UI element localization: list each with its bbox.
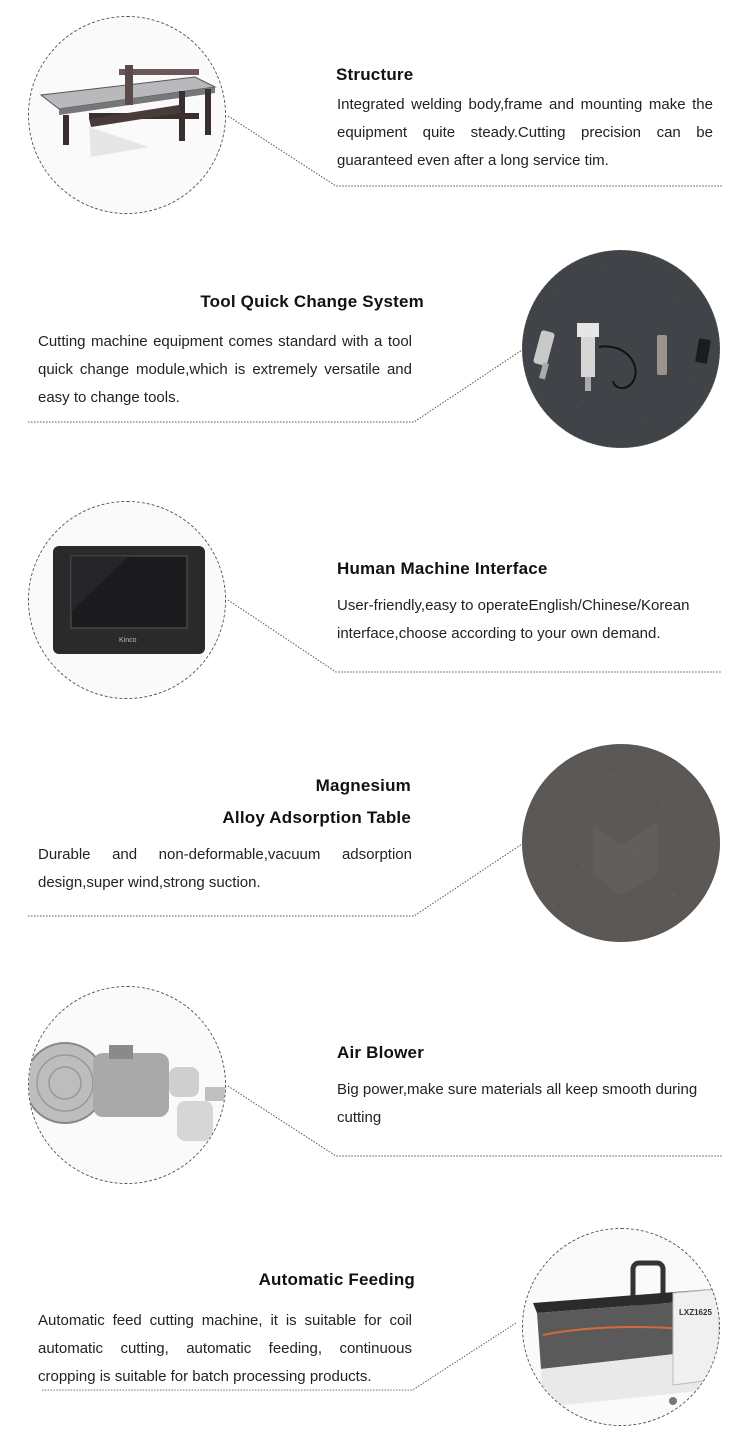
hmi-title: Human Machine Interface bbox=[337, 559, 548, 578]
machine-label: LXZ1625 bbox=[679, 1308, 712, 1317]
feature-tool-change bbox=[0, 240, 750, 480]
tool-change-image bbox=[522, 250, 720, 448]
adsorption-table-description: Durable and non-deformable,vacuum adsorption design,super wind,strong suction. bbox=[38, 846, 412, 891]
kinco-brand: Kinco bbox=[119, 637, 137, 644]
tool-change-title: Tool Quick Change System bbox=[200, 292, 424, 311]
air-blower-description: Big power,make sure materials all keep smooth during cutting bbox=[337, 1081, 698, 1126]
air-blower-image bbox=[28, 986, 226, 1184]
adsorption-table-image bbox=[522, 744, 720, 942]
feature-automatic-feeding bbox=[0, 1200, 750, 1450]
tool-change-description: Cutting machine equipment comes standard with a tool quick change module,which is extremely versatile and easy to change tools. bbox=[38, 333, 412, 406]
cutting-tools-icon bbox=[523, 251, 720, 448]
air-blower-icon bbox=[29, 987, 226, 1184]
structure-description: Integrated welding body,frame and mounting make the equipment quite steady.Cutting precision can be guaranteed even after a long service tim. bbox=[337, 96, 713, 169]
structure-image bbox=[28, 16, 226, 214]
feature-hmi bbox=[0, 480, 750, 720]
cutting-table-frame-icon bbox=[29, 17, 226, 214]
automatic-feeding-image bbox=[522, 1228, 720, 1426]
structure-title: Structure bbox=[336, 65, 414, 84]
felt-surface-icon bbox=[523, 745, 720, 942]
feeding-machine-icon bbox=[523, 1229, 720, 1426]
automatic-feeding-title: Automatic Feeding bbox=[258, 1270, 415, 1289]
air-blower-title: Air Blower bbox=[337, 1043, 425, 1062]
feature-air-blower bbox=[0, 960, 750, 1200]
adsorption-table-title-line1: Magnesium bbox=[315, 776, 411, 795]
touch-screen-icon bbox=[29, 502, 226, 699]
automatic-feeding-description: Automatic feed cutting machine, it is suitable for coil automatic cutting, automatic feeding, continuous cropping is suitable for batch processing products. bbox=[38, 1312, 412, 1385]
adsorption-table-title-line2: Alloy Adsorption Table bbox=[222, 808, 411, 827]
feature-structure bbox=[0, 0, 750, 240]
hmi-description: User-friendly,easy to operateEnglish/Chinese/Korean interface,choose according to your own demand. bbox=[337, 597, 690, 642]
hmi-image bbox=[28, 501, 226, 699]
feature-adsorption-table bbox=[0, 720, 750, 960]
